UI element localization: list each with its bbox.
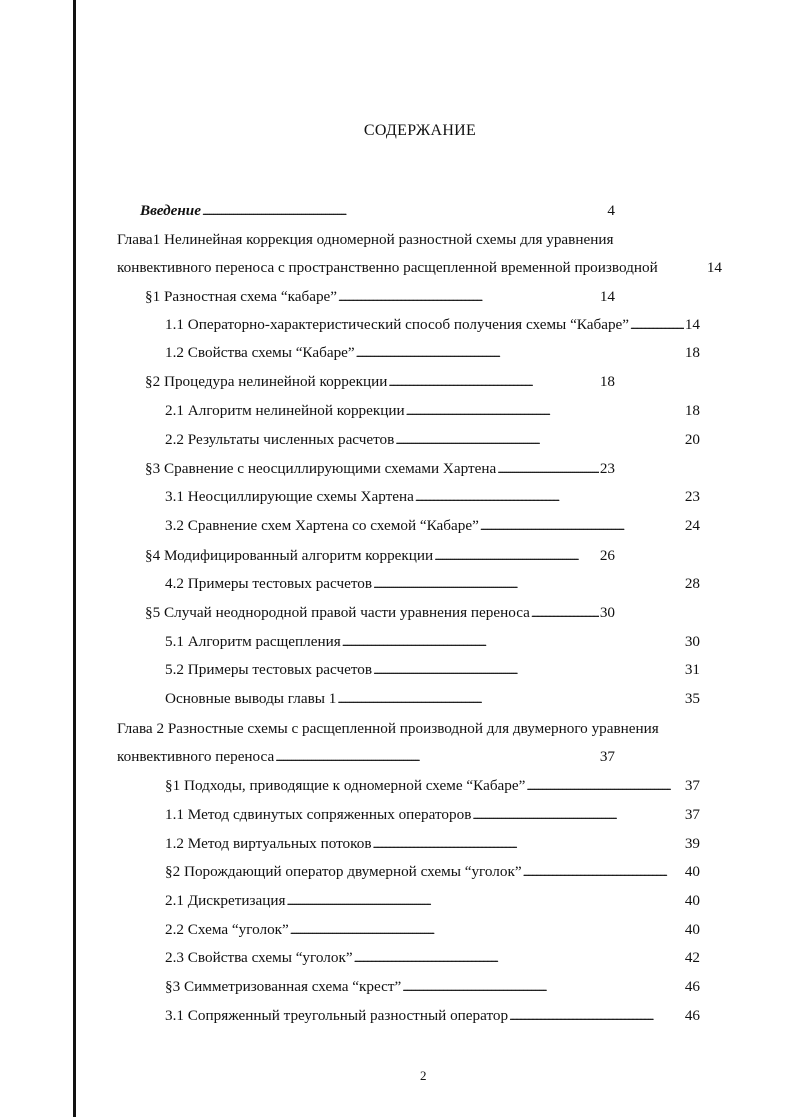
toc-entry [165,343,700,363]
toc-entry-title: 3.2 Сравнение схем Хартена со схемой “Кабаре” [165,517,479,534]
toc-entry-page: 18 [684,344,700,361]
toc-entry-title: 4.2 Примеры тестовых расчетов [165,575,373,592]
dot-leader [434,546,599,566]
toc-entry-page: 18 [599,373,615,390]
toc-entry-title: §4 Модифицированный алгоритм коррекции [145,547,434,564]
toc-entry-page: 37 [684,806,700,823]
toc-entry-page: 42 [684,949,700,966]
toc-entry-page: 40 [684,892,700,909]
toc-entry-title: §1 Подходы, приводящие к одномерной схеме “Кабаре” [165,777,526,794]
toc-entry [165,805,700,825]
toc-entry-page: 23 [684,488,700,505]
toc-entry [165,891,700,911]
dot-leader [275,747,599,767]
toc-entry-page: 39 [684,835,700,852]
toc-entry [165,632,700,652]
toc-entry [145,372,615,392]
toc-entry-page: 14 [684,316,700,333]
toc-entry-title: §3 Сравнение с неосциллирующими схемами Хартена [145,460,497,477]
toc-entry [145,546,615,566]
dot-leader [373,660,684,680]
toc-entry-title: 1.1 Метод сдвинутых сопряженных операторов [165,806,472,823]
toc-entry-page: 4 [607,202,615,219]
toc-entry-title: 2.2 Схема “уголок” [165,921,289,938]
dot-leader [630,315,684,335]
toc-entry [165,574,700,594]
toc-entry [165,660,700,680]
toc-entry [140,201,615,221]
toc-entry [145,287,615,307]
dot-leader [290,920,684,940]
toc-entry-title: Введение [140,202,201,219]
dot-leader [286,891,683,911]
dot-leader [354,948,684,968]
toc-entry-title: §5 Случай неоднородной правой части уравнения переноса [145,604,530,621]
toc-entry-title: Основные выводы главы 1 [165,690,337,707]
toc-entry-page: 46 [684,978,700,995]
toc-entry [145,459,615,479]
toc-entry-page: 28 [684,575,700,592]
toc-entry-page: 37 [599,748,615,765]
toc-entry [165,977,700,997]
dot-leader [406,401,684,421]
toc-entry-title: Глава 2 Разностные схемы с расщепленной производной для двумерного уравнения [117,720,659,737]
toc-entry-title: конвективного переноса [117,748,275,765]
toc-entry-page: 30 [684,633,700,650]
dot-leader [373,574,684,594]
toc-entry [165,315,700,335]
dot-leader [472,805,683,825]
toc-entry [165,776,700,796]
toc-entry-page: 37 [684,777,700,794]
toc-entry-page: 24 [684,517,700,534]
toc-entry-title: 5.1 Алгоритм расщепления [165,633,341,650]
toc-entry-title: 1.2 Свойства схемы “Кабаре” [165,344,355,361]
toc-entry-page: 31 [684,661,700,678]
toc-entry-page: 18 [684,402,700,419]
binding-edge-line [73,0,76,1117]
toc-entry-title: Глава1 Нелинейная коррекция одномерной разностной схемы для уравнения [117,231,614,248]
toc-entry-page: 46 [684,1007,700,1024]
toc-entry-title: 2.3 Свойства схемы “уголок” [165,949,353,966]
toc-entry-page: 14 [599,288,615,305]
toc-entry [145,603,615,623]
dot-leader [342,632,684,652]
toc-entry-title: §2 Процедура нелинейной коррекции [145,373,388,390]
toc-entry-title: §2 Порождающий оператор двумерной схемы “уголок” [165,863,522,880]
toc-entry-title: 2.1 Алгоритм нелинейной коррекции [165,402,405,419]
toc-entry [117,719,659,739]
toc-entry [165,487,700,507]
toc-entry-title: 5.2 Примеры тестовых расчетов [165,661,373,678]
dot-leader [338,287,599,307]
dot-leader [337,689,683,709]
toc-entry-page: 35 [684,690,700,707]
toc-entry-page: 23 [599,460,615,477]
toc-entry-title: §3 Симметризованная схема “крест” [165,978,402,995]
toc-entry [165,948,700,968]
toc-entry [165,1006,700,1026]
toc-entry [165,430,700,450]
toc-entry-page: 20 [684,431,700,448]
dot-leader [356,343,684,363]
toc-entry [117,230,613,250]
dot-leader [395,430,683,450]
toc-entry [117,747,615,767]
toc-entry-page: 40 [684,863,700,880]
toc-entry [117,258,722,278]
toc-entry-title: 2.1 Дискретизация [165,892,286,909]
toc-entry [165,834,700,854]
dot-leader [509,1006,684,1026]
dot-leader [415,487,684,507]
toc-entry-title: 3.1 Неосциллирующие схемы Хартена [165,488,414,505]
toc-entry-title: 2.2 Результаты численных расчетов [165,431,395,448]
page-title: СОДЕРЖАНИЕ [363,122,477,139]
dot-leader [388,372,598,392]
dot-leader [531,603,599,623]
toc-entry-title: 3.1 Сопряженный треугольный разностный оператор [165,1007,509,1024]
dot-leader [402,977,684,997]
toc-entry-title: конвективного переноса с пространственно расщепленной временной производной [117,259,658,276]
toc-entry [165,689,700,709]
toc-entry-title: 1.1 Операторно-характеристический способ получения схемы “Кабаре” [165,316,630,333]
toc-entry-page: 30 [599,604,615,621]
toc-entry [165,516,700,536]
toc-entry-page: 40 [684,921,700,938]
dot-leader [480,516,684,536]
toc-entry [165,401,700,421]
toc-entry-page: 14 [706,259,722,276]
page-number: 2 [420,1068,427,1083]
dot-leader [497,459,599,479]
dot-leader [373,834,684,854]
dot-leader [526,776,683,796]
toc-entry-title: 1.2 Метод виртуальных потоков [165,835,372,852]
toc-entry-page: 26 [599,547,615,564]
dot-leader [523,862,684,882]
toc-entry [165,920,700,940]
dot-leader [202,201,606,221]
toc-entry-title: §1 Разностная схема “кабаре” [145,288,338,305]
toc-entry [165,862,700,882]
